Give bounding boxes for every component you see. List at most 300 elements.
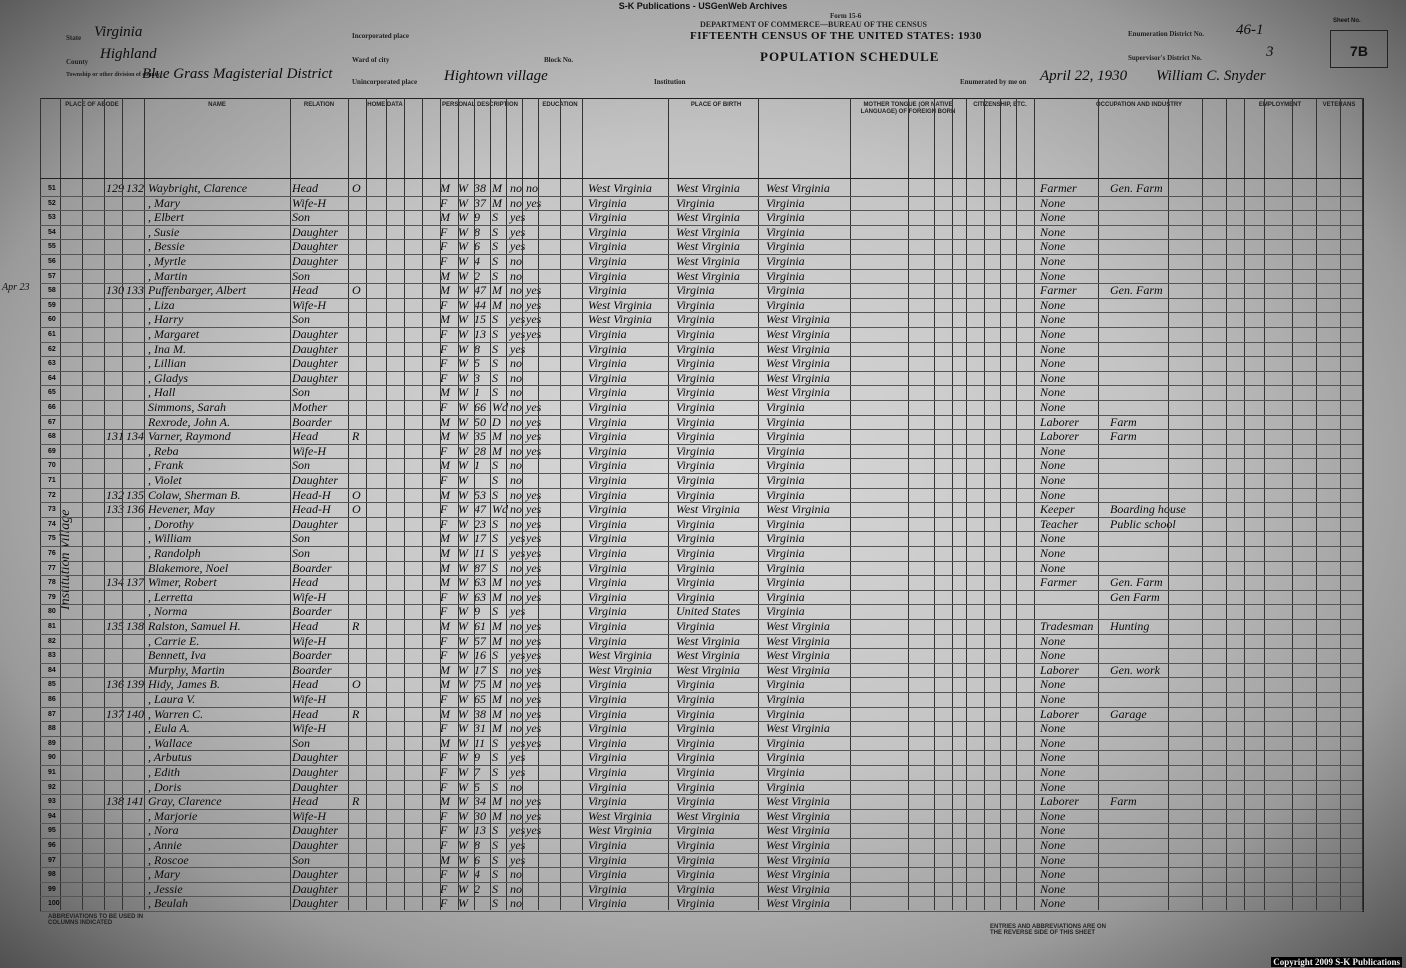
mother-birthplace: Virginia bbox=[766, 473, 805, 487]
row-divider bbox=[40, 458, 1362, 459]
birthplace: Virginia bbox=[588, 473, 627, 487]
age: 31 bbox=[474, 721, 486, 736]
race: W bbox=[458, 765, 468, 779]
row-divider bbox=[40, 867, 1362, 868]
relation: Daughter bbox=[292, 881, 338, 896]
table-row bbox=[40, 605, 1362, 620]
row-divider bbox=[40, 648, 1362, 649]
age: 11 bbox=[474, 546, 486, 560]
occupation: None bbox=[1040, 750, 1066, 765]
mother-birthplace: Virginia bbox=[766, 735, 805, 750]
marital-status: M bbox=[492, 721, 502, 736]
line-number: 51 bbox=[48, 185, 56, 192]
race: W bbox=[458, 531, 468, 546]
row-divider bbox=[40, 239, 1362, 240]
mother-birthplace: Virginia bbox=[766, 750, 805, 765]
sex: M bbox=[440, 662, 450, 677]
school-attendance: no bbox=[510, 706, 522, 721]
sex: F bbox=[440, 838, 448, 852]
line-number: 97 bbox=[48, 856, 56, 864]
father-birthplace: Virginia bbox=[676, 516, 715, 531]
occupation: Teacher bbox=[1040, 516, 1079, 531]
race: W bbox=[458, 312, 468, 327]
marital-status: S bbox=[492, 546, 498, 560]
birthplace: Virginia bbox=[588, 502, 627, 517]
person-name: , Nora bbox=[148, 823, 179, 838]
person-name: Simmons, Sarah bbox=[148, 400, 227, 414]
birthplace: Virginia bbox=[588, 560, 627, 575]
person-name: , Martin bbox=[148, 268, 188, 283]
sex: F bbox=[440, 516, 448, 531]
sex: F bbox=[440, 297, 448, 312]
birthplace: Virginia bbox=[588, 765, 627, 779]
age: 47 bbox=[474, 502, 486, 517]
line-number: 59 bbox=[48, 301, 56, 309]
mother-birthplace: West Virginia bbox=[766, 896, 830, 911]
marital-status: M bbox=[492, 589, 502, 604]
father-birthplace: Virginia bbox=[676, 735, 715, 750]
sex: M bbox=[440, 619, 450, 633]
birthplace: Virginia bbox=[588, 589, 627, 604]
race: W bbox=[458, 181, 468, 195]
occupation: Farmer bbox=[1040, 283, 1077, 298]
industry: Gen. Farm bbox=[1110, 283, 1163, 298]
sex: M bbox=[440, 487, 450, 502]
school-attendance: no bbox=[510, 560, 522, 575]
mother-birthplace: West Virginia bbox=[766, 341, 830, 356]
race: W bbox=[458, 721, 468, 736]
marital-status: S bbox=[492, 838, 498, 852]
header-divider bbox=[40, 178, 1362, 179]
archive-banner: S-K Publications - USGenWeb Archives bbox=[618, 1, 788, 11]
can-read: yes bbox=[526, 823, 542, 838]
table-row bbox=[40, 416, 1362, 431]
person-name: , Mary bbox=[148, 195, 180, 210]
birthplace: Virginia bbox=[588, 356, 627, 371]
dwelling-number: 132 bbox=[106, 487, 124, 502]
school-attendance: yes bbox=[510, 823, 526, 838]
school-attendance: no bbox=[510, 808, 522, 823]
grid-column-line bbox=[458, 98, 459, 910]
line-number: 100 bbox=[48, 900, 60, 908]
father-birthplace: Virginia bbox=[676, 838, 715, 852]
age: 16 bbox=[474, 648, 486, 663]
occupation: None bbox=[1040, 896, 1066, 911]
line-number: 72 bbox=[48, 491, 56, 499]
race: W bbox=[458, 692, 468, 706]
column-group-header: PLACE OF BIRTH bbox=[690, 102, 742, 108]
grid-column-line bbox=[1362, 98, 1363, 910]
line-number: 63 bbox=[48, 360, 56, 368]
school-attendance: yes bbox=[510, 327, 526, 341]
mother-birthplace: Virginia bbox=[766, 268, 805, 283]
race: W bbox=[458, 677, 468, 692]
sex: F bbox=[440, 473, 448, 487]
race: W bbox=[458, 852, 468, 867]
line-number: 77 bbox=[48, 564, 56, 572]
father-birthplace: Virginia bbox=[676, 794, 715, 809]
can-read: yes bbox=[526, 589, 542, 604]
dwelling-number: 133 bbox=[106, 502, 124, 517]
dwelling-number: 135 bbox=[106, 619, 124, 633]
race: W bbox=[458, 706, 468, 721]
school-attendance: no bbox=[510, 297, 522, 312]
relation: Daughter bbox=[292, 341, 338, 356]
marital-status: S bbox=[492, 735, 498, 750]
sex: F bbox=[440, 765, 448, 779]
column-group-header: OCCUPATION AND INDUSTRY bbox=[1096, 102, 1182, 108]
marital-status: M bbox=[492, 619, 502, 633]
occupation: None bbox=[1040, 473, 1066, 487]
race: W bbox=[458, 779, 468, 794]
grid-column-line bbox=[60, 98, 61, 910]
father-birthplace: West Virginia bbox=[676, 239, 740, 254]
occupation: None bbox=[1040, 443, 1066, 458]
age: 17 bbox=[474, 531, 486, 546]
line-number: 99 bbox=[48, 885, 56, 893]
race: W bbox=[458, 648, 468, 663]
age: 63 bbox=[474, 589, 486, 604]
enumerated-date: April 22, 1930 bbox=[1040, 68, 1128, 84]
mother-birthplace: Virginia bbox=[766, 210, 805, 225]
can-read: yes bbox=[526, 546, 542, 560]
marital-status: S bbox=[492, 224, 498, 239]
relation: Daughter bbox=[292, 750, 338, 765]
dwelling-number: 129 bbox=[106, 181, 124, 195]
occupation: None bbox=[1040, 765, 1066, 779]
father-birthplace: Virginia bbox=[676, 195, 715, 210]
marital-status: S bbox=[492, 765, 498, 779]
father-birthplace: West Virginia bbox=[676, 648, 740, 663]
grid-column-line bbox=[1316, 98, 1317, 910]
occupation: Laborer bbox=[1040, 414, 1079, 429]
marital-status: S bbox=[492, 896, 498, 911]
age: 17 bbox=[474, 662, 486, 677]
relation: Wife-H bbox=[292, 721, 326, 736]
row-divider bbox=[40, 853, 1362, 854]
father-birthplace: West Virginia bbox=[676, 181, 740, 195]
sex: M bbox=[440, 385, 450, 400]
person-name: , Edith bbox=[148, 765, 180, 779]
marital-status: M bbox=[492, 677, 502, 692]
father-birthplace: Virginia bbox=[676, 327, 715, 341]
column-group-header: PERSONAL DESCRIPTION bbox=[442, 102, 518, 108]
row-divider bbox=[40, 823, 1362, 824]
row-divider bbox=[40, 604, 1362, 605]
grid-column-line bbox=[290, 98, 291, 910]
occupation: None bbox=[1040, 721, 1066, 736]
sex: F bbox=[440, 808, 448, 823]
column-group-header: RELATION bbox=[303, 102, 335, 108]
occupation: None bbox=[1040, 195, 1066, 210]
sex: M bbox=[440, 312, 450, 327]
line-number: 90 bbox=[48, 754, 56, 762]
race: W bbox=[458, 268, 468, 283]
birthplace: Virginia bbox=[588, 546, 627, 560]
relation: Son bbox=[292, 385, 310, 400]
table-row bbox=[40, 489, 1362, 504]
sex: F bbox=[440, 779, 448, 794]
can-read: yes bbox=[526, 443, 542, 458]
census-title: FIFTEENTH CENSUS OF THE UNITED STATES: 1930 bbox=[690, 30, 982, 42]
age: 15 bbox=[474, 312, 486, 327]
marital-status: S bbox=[492, 210, 498, 225]
birthplace: West Virginia bbox=[588, 648, 652, 663]
table-row bbox=[40, 854, 1362, 869]
relation: Son bbox=[292, 210, 310, 225]
race: W bbox=[458, 210, 468, 225]
school-attendance: yes bbox=[510, 210, 526, 225]
sex: F bbox=[440, 648, 448, 663]
birthplace: Virginia bbox=[588, 268, 627, 283]
person-name: Ralston, Samuel H. bbox=[148, 619, 241, 633]
birthplace: Virginia bbox=[588, 224, 627, 239]
can-read: yes bbox=[526, 283, 542, 298]
relation: Head bbox=[292, 575, 318, 590]
sex: F bbox=[440, 341, 448, 356]
grid-column-line bbox=[538, 98, 539, 910]
line-number: 94 bbox=[48, 812, 56, 820]
school-attendance: no bbox=[510, 487, 522, 502]
age: 8 bbox=[474, 838, 480, 852]
grid-column-line bbox=[1016, 98, 1017, 910]
industry: Boarding house bbox=[1110, 502, 1186, 517]
enumeration-district-value: 46-1 bbox=[1236, 22, 1264, 38]
industry: Gen. work bbox=[1110, 662, 1160, 677]
father-birthplace: Virginia bbox=[676, 823, 715, 838]
age: 4 bbox=[474, 254, 480, 268]
age: 1 bbox=[474, 458, 480, 473]
home-tenure: R bbox=[352, 706, 360, 721]
person-name: , Violet bbox=[148, 473, 182, 487]
relation: Daughter bbox=[292, 516, 338, 531]
row-divider bbox=[40, 517, 1362, 518]
table-row bbox=[40, 897, 1362, 912]
marital-status: S bbox=[492, 356, 498, 371]
mother-birthplace: West Virginia bbox=[766, 721, 830, 736]
line-number: 66 bbox=[48, 404, 56, 411]
sex: F bbox=[440, 721, 448, 736]
person-name: Blakemore, Noel bbox=[148, 560, 229, 575]
enumerated-label: Enumerated by me on bbox=[960, 78, 1027, 86]
age: 37 bbox=[474, 195, 486, 210]
occupation: Keeper bbox=[1040, 502, 1075, 517]
school-attendance: yes bbox=[510, 312, 526, 327]
birthplace: Virginia bbox=[588, 692, 627, 706]
marital-status: S bbox=[492, 239, 498, 254]
father-birthplace: Virginia bbox=[676, 750, 715, 765]
margin-date-note: Apr 23 bbox=[2, 282, 30, 293]
father-birthplace: Virginia bbox=[676, 443, 715, 458]
race: W bbox=[458, 838, 468, 852]
race: W bbox=[458, 341, 468, 356]
unincorporated-label: Unincorporated place bbox=[352, 78, 418, 86]
father-birthplace: Virginia bbox=[676, 283, 715, 298]
birthplace: Virginia bbox=[588, 881, 627, 896]
table-row bbox=[40, 313, 1362, 328]
table-row bbox=[40, 562, 1362, 577]
birthplace: Virginia bbox=[588, 458, 627, 473]
race: W bbox=[458, 356, 468, 371]
father-birthplace: Virginia bbox=[676, 852, 715, 867]
abbrev-title: ABBREVIATIONS TO BE USED IN COLUMNS INDICATED bbox=[48, 914, 144, 926]
marital-status: S bbox=[492, 370, 498, 385]
can-read: no bbox=[526, 181, 538, 195]
relation: Wife-H bbox=[292, 589, 326, 604]
birthplace: Virginia bbox=[588, 867, 627, 882]
person-name: , Eula A. bbox=[148, 721, 190, 736]
relation: Mother bbox=[292, 400, 328, 414]
race: W bbox=[458, 385, 468, 400]
occupation: Farmer bbox=[1040, 575, 1077, 590]
age: 5 bbox=[474, 779, 480, 794]
line-number: 75 bbox=[48, 535, 56, 543]
birthplace: Virginia bbox=[588, 604, 627, 619]
column-group-header: CITIZENSHIP, ETC. bbox=[973, 102, 1027, 108]
table-row bbox=[40, 810, 1362, 825]
line-number: 69 bbox=[48, 447, 56, 455]
occupation: None bbox=[1040, 370, 1066, 385]
person-name: , Elbert bbox=[148, 210, 184, 225]
school-attendance: no bbox=[510, 779, 522, 794]
sex: M bbox=[440, 283, 450, 298]
relation: Son bbox=[292, 531, 310, 546]
can-read: yes bbox=[526, 516, 542, 531]
row-divider bbox=[40, 546, 1362, 547]
person-name: , Carrie E. bbox=[148, 633, 200, 648]
column-group-header: NAME bbox=[208, 102, 226, 108]
dwelling-number: 136 bbox=[106, 677, 124, 692]
line-number: 92 bbox=[48, 783, 56, 791]
occupation: Laborer bbox=[1040, 794, 1079, 809]
sex: F bbox=[440, 443, 448, 458]
line-number: 64 bbox=[48, 374, 56, 382]
unincorporated-value: Hightown village bbox=[444, 68, 548, 84]
occupation: None bbox=[1040, 692, 1066, 706]
person-name: , Ina M. bbox=[148, 341, 186, 356]
birthplace: Virginia bbox=[588, 721, 627, 736]
birthplace: Virginia bbox=[588, 239, 627, 254]
school-attendance: yes bbox=[510, 735, 526, 750]
school-attendance: yes bbox=[510, 239, 526, 254]
row-divider bbox=[40, 561, 1362, 562]
age: 30 bbox=[474, 808, 486, 823]
row-divider bbox=[40, 707, 1362, 708]
relation: Boarder bbox=[292, 560, 332, 575]
dwelling-number: 138 bbox=[106, 794, 124, 809]
birthplace: Virginia bbox=[588, 619, 627, 633]
table-row bbox=[40, 722, 1362, 737]
grid-column-line bbox=[104, 98, 105, 910]
line-number: 70 bbox=[48, 462, 56, 470]
birthplace: Virginia bbox=[588, 195, 627, 210]
occupation: None bbox=[1040, 239, 1066, 254]
industry: Farm bbox=[1110, 794, 1137, 809]
mother-birthplace: West Virginia bbox=[766, 838, 830, 852]
father-birthplace: West Virginia bbox=[676, 633, 740, 648]
birthplace: Virginia bbox=[588, 341, 627, 356]
sex: F bbox=[440, 881, 448, 896]
industry: Public school bbox=[1110, 516, 1176, 531]
occupation: None bbox=[1040, 268, 1066, 283]
line-number: 55 bbox=[48, 243, 56, 251]
mother-birthplace: West Virginia bbox=[766, 385, 830, 400]
row-divider bbox=[40, 327, 1362, 328]
line-number: 67 bbox=[48, 418, 56, 426]
row-divider bbox=[40, 429, 1362, 430]
marital-status: S bbox=[492, 648, 498, 663]
row-divider bbox=[40, 619, 1362, 620]
age: 9 bbox=[474, 750, 480, 765]
race: W bbox=[458, 881, 468, 896]
school-attendance: no bbox=[510, 692, 522, 706]
incorporated-label: Incorporated place bbox=[352, 32, 409, 40]
table-row bbox=[40, 197, 1362, 212]
school-attendance: no bbox=[510, 181, 522, 195]
occupation: None bbox=[1040, 327, 1066, 341]
table-row bbox=[40, 299, 1362, 314]
industry: Gen. Farm bbox=[1110, 575, 1163, 590]
table-row bbox=[40, 255, 1362, 270]
marital-status: Wd bbox=[492, 502, 508, 517]
county-value: Highland bbox=[100, 46, 157, 62]
age: 35 bbox=[474, 429, 486, 444]
can-read: yes bbox=[526, 429, 542, 444]
line-number: 54 bbox=[48, 228, 56, 236]
table-row bbox=[40, 795, 1362, 810]
line-number: 74 bbox=[48, 520, 56, 528]
relation: Daughter bbox=[292, 896, 338, 911]
school-attendance: no bbox=[510, 619, 522, 633]
relation: Head-H bbox=[292, 502, 331, 517]
industry: Farm bbox=[1110, 429, 1137, 444]
person-name: Puffenbarger, Albert bbox=[148, 283, 246, 298]
race: W bbox=[458, 400, 468, 414]
relation: Wife-H bbox=[292, 633, 326, 648]
age: 34 bbox=[474, 794, 486, 809]
father-birthplace: Virginia bbox=[676, 414, 715, 429]
father-birthplace: Virginia bbox=[676, 721, 715, 736]
occupation: None bbox=[1040, 823, 1066, 838]
table-row bbox=[40, 737, 1362, 752]
father-birthplace: Virginia bbox=[676, 546, 715, 560]
school-attendance: yes bbox=[510, 341, 526, 356]
marital-status: S bbox=[492, 385, 498, 400]
occupation: Laborer bbox=[1040, 662, 1079, 677]
sex: F bbox=[440, 239, 448, 254]
father-birthplace: Virginia bbox=[676, 370, 715, 385]
line-number: 62 bbox=[48, 345, 56, 353]
person-name: Waybright, Clarence bbox=[148, 181, 248, 195]
line-number: 73 bbox=[48, 506, 56, 514]
father-birthplace: Virginia bbox=[676, 458, 715, 473]
marital-status: S bbox=[492, 516, 498, 531]
marital-status: S bbox=[492, 823, 498, 838]
relation: Head bbox=[292, 283, 318, 298]
race: W bbox=[458, 370, 468, 385]
relation: Boarder bbox=[292, 648, 332, 663]
relation: Son bbox=[292, 268, 310, 283]
family-number: 135 bbox=[126, 487, 144, 502]
sex: F bbox=[440, 195, 448, 210]
father-birthplace: Virginia bbox=[676, 779, 715, 794]
marital-status: S bbox=[492, 473, 498, 487]
school-attendance: yes bbox=[510, 750, 526, 765]
grid-column-line bbox=[366, 98, 367, 910]
can-read: yes bbox=[526, 794, 542, 809]
birthplace: Virginia bbox=[588, 779, 627, 794]
school-attendance: yes bbox=[510, 852, 526, 867]
